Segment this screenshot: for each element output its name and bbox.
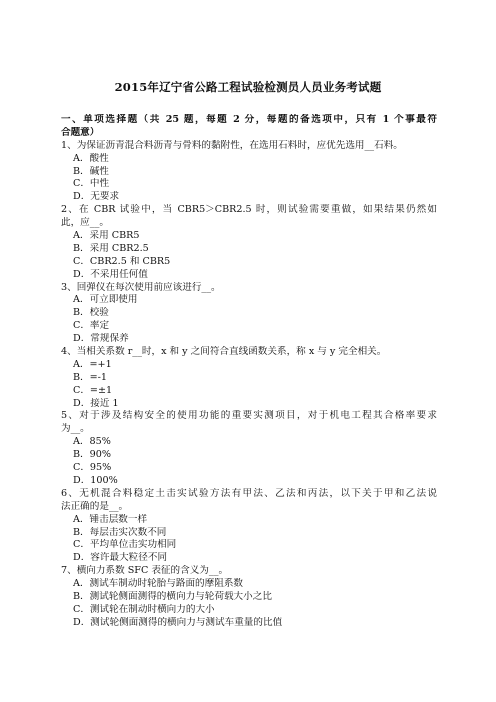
answer-option: A．测试车制动时轮胎与路面的摩阻系数	[73, 578, 244, 590]
section-heading: 一、单项选择题（共 25 题，每题 2 分，每题的备选项中，只有 1 个事最符	[61, 114, 437, 125]
question-text: 1、为保证沥青混合料沥青与骨料的黏附性，在选用石料时，应优先选用__石料。	[61, 139, 403, 151]
answer-option: C．=±1	[73, 384, 113, 396]
answer-option: A．85%	[73, 436, 111, 448]
answer-option: B．=-1	[73, 371, 108, 383]
answer-option: B．测试轮侧面测得的横向力与轮荷载大小之比	[73, 590, 272, 602]
answer-option: D．接近 1	[73, 397, 119, 409]
question-text: 6、无机混合料稳定土击实试验方法有甲法、乙法和丙法，以下关于甲和乙法说	[61, 487, 437, 499]
answer-option: B．每层击实次数不同	[73, 526, 167, 538]
answer-option: B．采用 CBR2.5	[73, 242, 149, 254]
answer-option: C．测试轮在制动时横向力的大小	[73, 603, 215, 615]
answer-option: B．校验	[73, 307, 109, 319]
answer-option: B．90%	[73, 449, 111, 461]
answer-option: A．酸性	[73, 152, 109, 164]
question-text: 7、横向力系数 SFC 表征的含义为__。	[61, 565, 229, 577]
document-body	[61, 114, 437, 630]
answer-option: A．=+1	[73, 358, 112, 370]
question-text: 为__。	[61, 423, 90, 435]
answer-option: D．100%	[73, 474, 118, 486]
answer-option: D．不采用任何值	[73, 268, 148, 280]
answer-option: A．采用 CBR5	[73, 230, 140, 242]
answer-option: D．测试轮侧面测得的横向力与测试车重量的比值	[73, 616, 283, 628]
document-title: 2015年辽宁省公路工程试验检测员人员业务考试题	[114, 80, 382, 94]
question-text: 法正确的是__。	[61, 500, 129, 512]
answer-option: C．95%	[73, 462, 112, 474]
question-text: 4、当相关系数 r__时，x 和 y 之间符合直线函数关系，称 x 与 y 完全相关。	[61, 346, 387, 358]
question-text: 3、回弹仪在每次使用前应该进行__。	[61, 281, 221, 293]
question-text: 5、对于涉及结构安全的使用功能的重要实测项目，对于机电工程其合格率要求	[61, 410, 437, 422]
answer-option: A．可立即使用	[73, 294, 138, 306]
question-text: 2、在 CBR 试验中，当 CBR5＞CBR2.5 时，则试验需要重做，如果结果仍然如	[61, 204, 437, 216]
answer-option: D．无要求	[73, 191, 120, 203]
answer-option: C．平均单位击实功相同	[73, 539, 177, 551]
answer-option: A．锤击层数一样	[73, 513, 148, 525]
answer-option: D．容许最大粒径不同	[73, 552, 168, 564]
question-text: 此，应__。	[61, 217, 109, 229]
answer-option: B．碱性	[73, 165, 109, 177]
answer-option: C．CBR2.5 和 CBR5	[73, 255, 171, 267]
answer-option: C．中性	[73, 178, 110, 190]
answer-option: D．常规保养	[73, 333, 129, 345]
answer-option: C．率定	[73, 320, 110, 332]
section-heading: 合题意）	[61, 126, 100, 138]
